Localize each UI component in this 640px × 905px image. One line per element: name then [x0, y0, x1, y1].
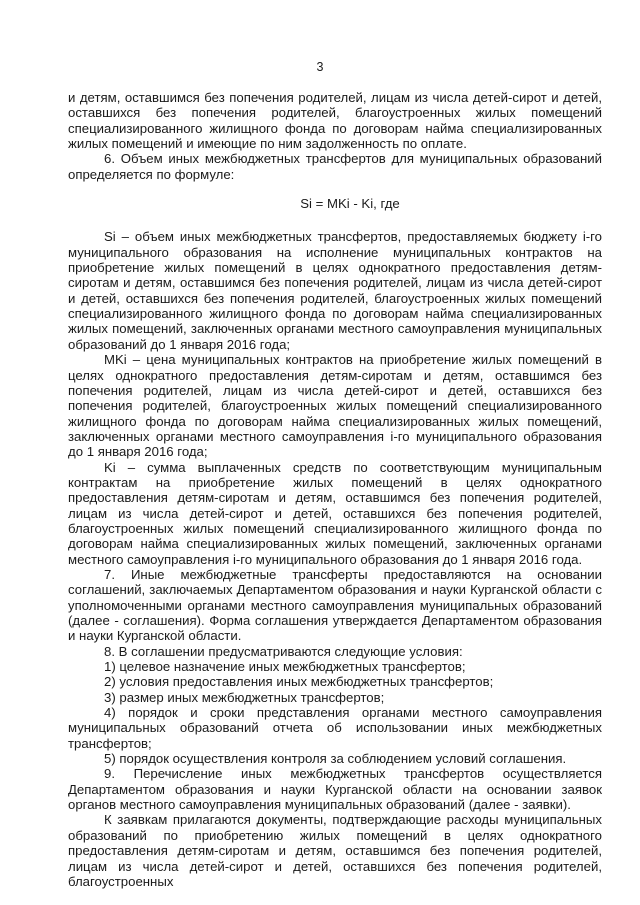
document-body [68, 90, 602, 889]
paragraph-attachments: К заявкам прилагаются документы, подтверждающие расходы муниципальных образований по приобретению жилых помещений в целях однократного предоставления детям-сиротам и детям, оставшимся без попечения родителей, лицам из числа детей-сирот и детей, оставшихся без попечения родителей, благоустроенных [68, 812, 602, 889]
paragraph-8: 8. В соглашении предусматриваются следующие условия: [104, 643, 463, 659]
condition-3: 3) размер иных межбюджетных трансфертов; [104, 689, 385, 705]
definition-ki: Ki – сумма выплаченных средств по соответствующим муниципальным контрактам на приобретение жилых помещений в целях однократного предоставления детям-сиротам и детям, оставшимся без попечения родителей, лицам из числа детей-сирот и детей, оставшихся без попечения родителей, благоустроенных жилых помещений специализированного жилищного фонда по договорам найма специализированных жилых помещений, заключенных органами местного самоуправления i-го муниципального образования до 1 января 2016 года. [68, 459, 602, 567]
definition-mki: MKi – цена муниципальных контрактов на приобретение жилых помещений в целях однократного предоставления детям-сиротам и детям, оставшимся без попечения родителей, лицам из числа детей-сирот и детей, оставшихся без попечения родителей, благоустроенных жилых помещений специализированного жилищного фонда по договорам найма специализированных жилых помещений, заключенных органами местного самоуправления i-го муниципального образования до 1 января 2016 года; [68, 352, 602, 460]
paragraph-continuation: и детям, оставшимся без попечения родителей, лицам из числа детей-сирот и детей, оставшихся без попечения родителей, благоустроенных жилых помещений специализированного жилищного фонда по договорам найма специализированных жилых помещений и имеющие по ним задолженность по оплате. [68, 90, 602, 152]
condition-5: 5) порядок осуществления контроля за соблюдением условий соглашения. [104, 751, 567, 767]
condition-2: 2) условия предоставления иных межбюджетных трансфертов; [104, 674, 494, 690]
condition-1: 1) целевое назначение иных межбюджетных трансфертов; [104, 659, 466, 675]
page-number: 3 [316, 60, 324, 74]
formula: Si = MKi - Ki, где [300, 196, 400, 212]
paragraph-9: 9. Перечисление иных межбюджетных трансфертов осуществляется Департаментом образования и науки Курганской области на основании заявок органов местного самоуправления муниципальных образований (далее - заявки). [68, 766, 602, 813]
condition-4: 4) порядок и сроки представления органами местного самоуправления муниципальных образований отчета об использовании иных межбюджетных трансфертов; [68, 705, 602, 751]
paragraph-7: 7. Иные межбюджетные трансферты предоставляются на основании соглашений, заключаемых Департаментом образования и науки Курганской области с уполномоченными органами местного самоуправления муниципальных образований (далее - соглашения). Форма соглашения утверждается Департаментом образования и науки Курганской области. [68, 566, 602, 644]
definition-si: Si – объем иных межбюджетных трансфертов, предоставляемых бюджету i-го муниципального образования на исполнение муниципальных контрактов на приобретение жилых помещений в целях однократного предоставления детям-сиротам и детям, оставшимся без попечения родителей, лицам из числа детей-сирот и детей, оставшихся без попечения родителей, благоустроенных жилых помещений специализированного жилищного фонда по договорам найма специализированных жилых помещений, заключенных органами местного самоуправления муниципальных образований до 1 января 2016 года; [68, 229, 602, 352]
paragraph-6: 6. Объем иных межбюджетных трансфертов для муниципальных образований определяется по формуле: [68, 151, 602, 182]
